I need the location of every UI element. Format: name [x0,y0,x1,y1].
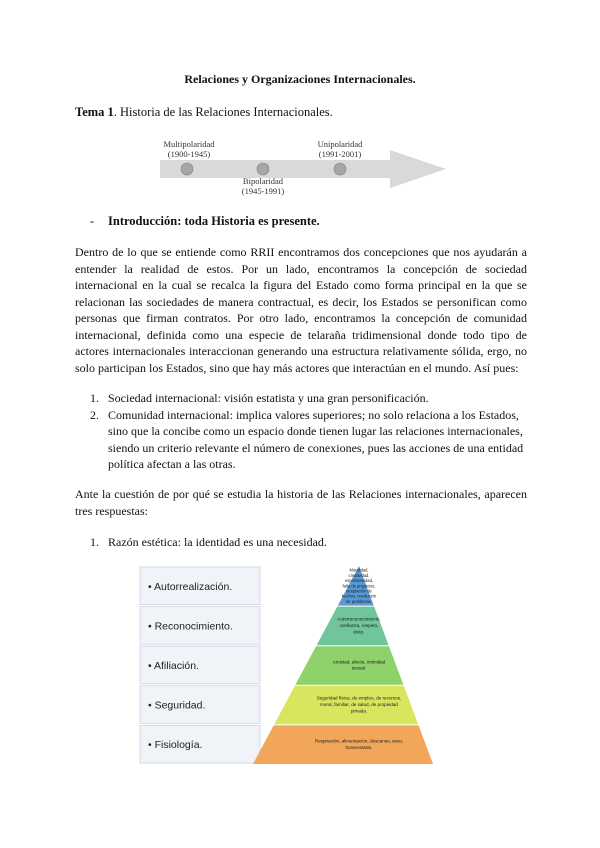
list-text: Sociedad internacional: visión estatista y una gran personificación. [108,391,429,405]
pyramid-detail-line: confianza, respeto, [339,622,379,628]
pyramid-band [295,646,403,685]
section-heading-text: Introducción: toda Historia es presente. [108,214,320,228]
list-item [90,407,527,473]
topic-text: . Historia de las Relaciones Internacionales. [113,105,333,119]
list-item [90,390,527,407]
pyramid-detail-line: homeostasis. [345,744,373,750]
intro-paragraph: Dentro de lo que se entiende como RRII encontramos dos concepciones que nos ayudarán a entender la realidad de estos. Por un lado, encontramos la concepción de sociedad internacional en la cual se recalca la figura del Estado como forma principal en la que se relacionan las sociedades de manera contractual, es decir, los Estados se personifican como personas que firman contratos. Por otro lado, encontramos la concepción de comunidad internacional, definida como una especie de telaraña tridimensional donde todo tipo de actores internacionales interaccionan generando una estructura relativamente sólida, ergo, no solo participan los Estados, sino que hay más actores que interactúan en el mundo. Así pues: [75,245,527,375]
multipolaridad-dot [181,163,193,175]
list-number: 1. [90,535,99,549]
polarity-timeline [160,136,450,196]
pyramid-detail-line: privada. [350,708,368,714]
pyramid-level [140,566,377,606]
pyramid-level-label: • Reconocimiento. [148,620,233,633]
reasons-paragraph: Ante la cuestión de por qué se estudia la historia de las Relaciones internacionales, aparecen tres respuestas: [75,487,527,518]
pyramid-level-label: • Seguridad. [148,699,206,712]
pyramid-detail-line: falta de prejuicios, [342,583,376,589]
bipolaridad-dot [257,163,269,175]
pyramid-band [253,725,433,764]
pyramid-level-label: • Afiliación. [148,660,199,672]
pyramid-detail-line: creatividad, [348,572,370,578]
pyramid-detail-line: Respiración, alimentación, descanso, sexo, [314,738,404,744]
bipolaridad-years: (1945-1991) [241,186,285,196]
pyramid-level-label: • Autorrealización. [148,580,233,593]
list-text: Razón estética: la identidad es una necesidad. [108,535,327,549]
unipolaridad-years: (1991-2001) [318,149,362,159]
pyramid-detail-line: Moralidad, [349,567,369,573]
pyramid-level [140,686,418,725]
pyramid-level [140,646,403,685]
bipolaridad-label: Bipolaridad [242,176,284,186]
section-dash: - [90,214,95,228]
section-heading [90,214,320,229]
list-number: 2. [90,407,99,422]
pyramid-detail-line: Autorreconocimiento, [337,616,381,622]
topic-heading [75,105,333,120]
maslow-pyramid [138,564,438,766]
pyramid-level-label: • Fisiología. [148,739,203,752]
pyramid-level [140,607,389,646]
pyramid-detail-line: éxito. [353,629,365,635]
pyramid-detail-line: aceptación de [346,588,372,594]
reasons-list [90,534,527,551]
concepts-list [90,390,527,473]
pyramid-detail-line: Amistad, afecto, intimidad [332,659,386,665]
pyramid-detail-line: de problemas. [346,598,372,604]
unipolaridad-label: Unipolaridad [317,139,363,149]
pyramid-detail-line: Seguridad física, de empleo, de recursos, [316,695,402,701]
multipolaridad-years: (1900-1945) [167,149,211,159]
document-title: Relaciones y Organizaciones Internacionales. [184,72,416,86]
topic-label: Tema 1 [75,105,114,119]
pyramid-detail-line: sexual. [351,665,367,671]
list-item [90,534,527,551]
unipolaridad-dot [334,163,346,175]
pyramid-detail-line: moral, familiar, de salud, de propiedad [320,702,398,708]
pyramid-detail-line: hechos, resolución [341,593,377,599]
pyramid-level [140,725,433,764]
list-number: 1. [90,391,99,405]
list-text: Comunidad internacional: implica valores superiores; no solo relaciona a los Estados, sino que la concibe como un espacio donde tienen lugar las relaciones internacionales, siendo un criterio relevante el número de conexiones, pues las acciones de una entidad política afectan a las otras. [108,407,524,471]
multipolaridad-label: Multipolaridad [163,139,215,149]
pyramid-detail-line: espontaneidad, [345,578,373,584]
